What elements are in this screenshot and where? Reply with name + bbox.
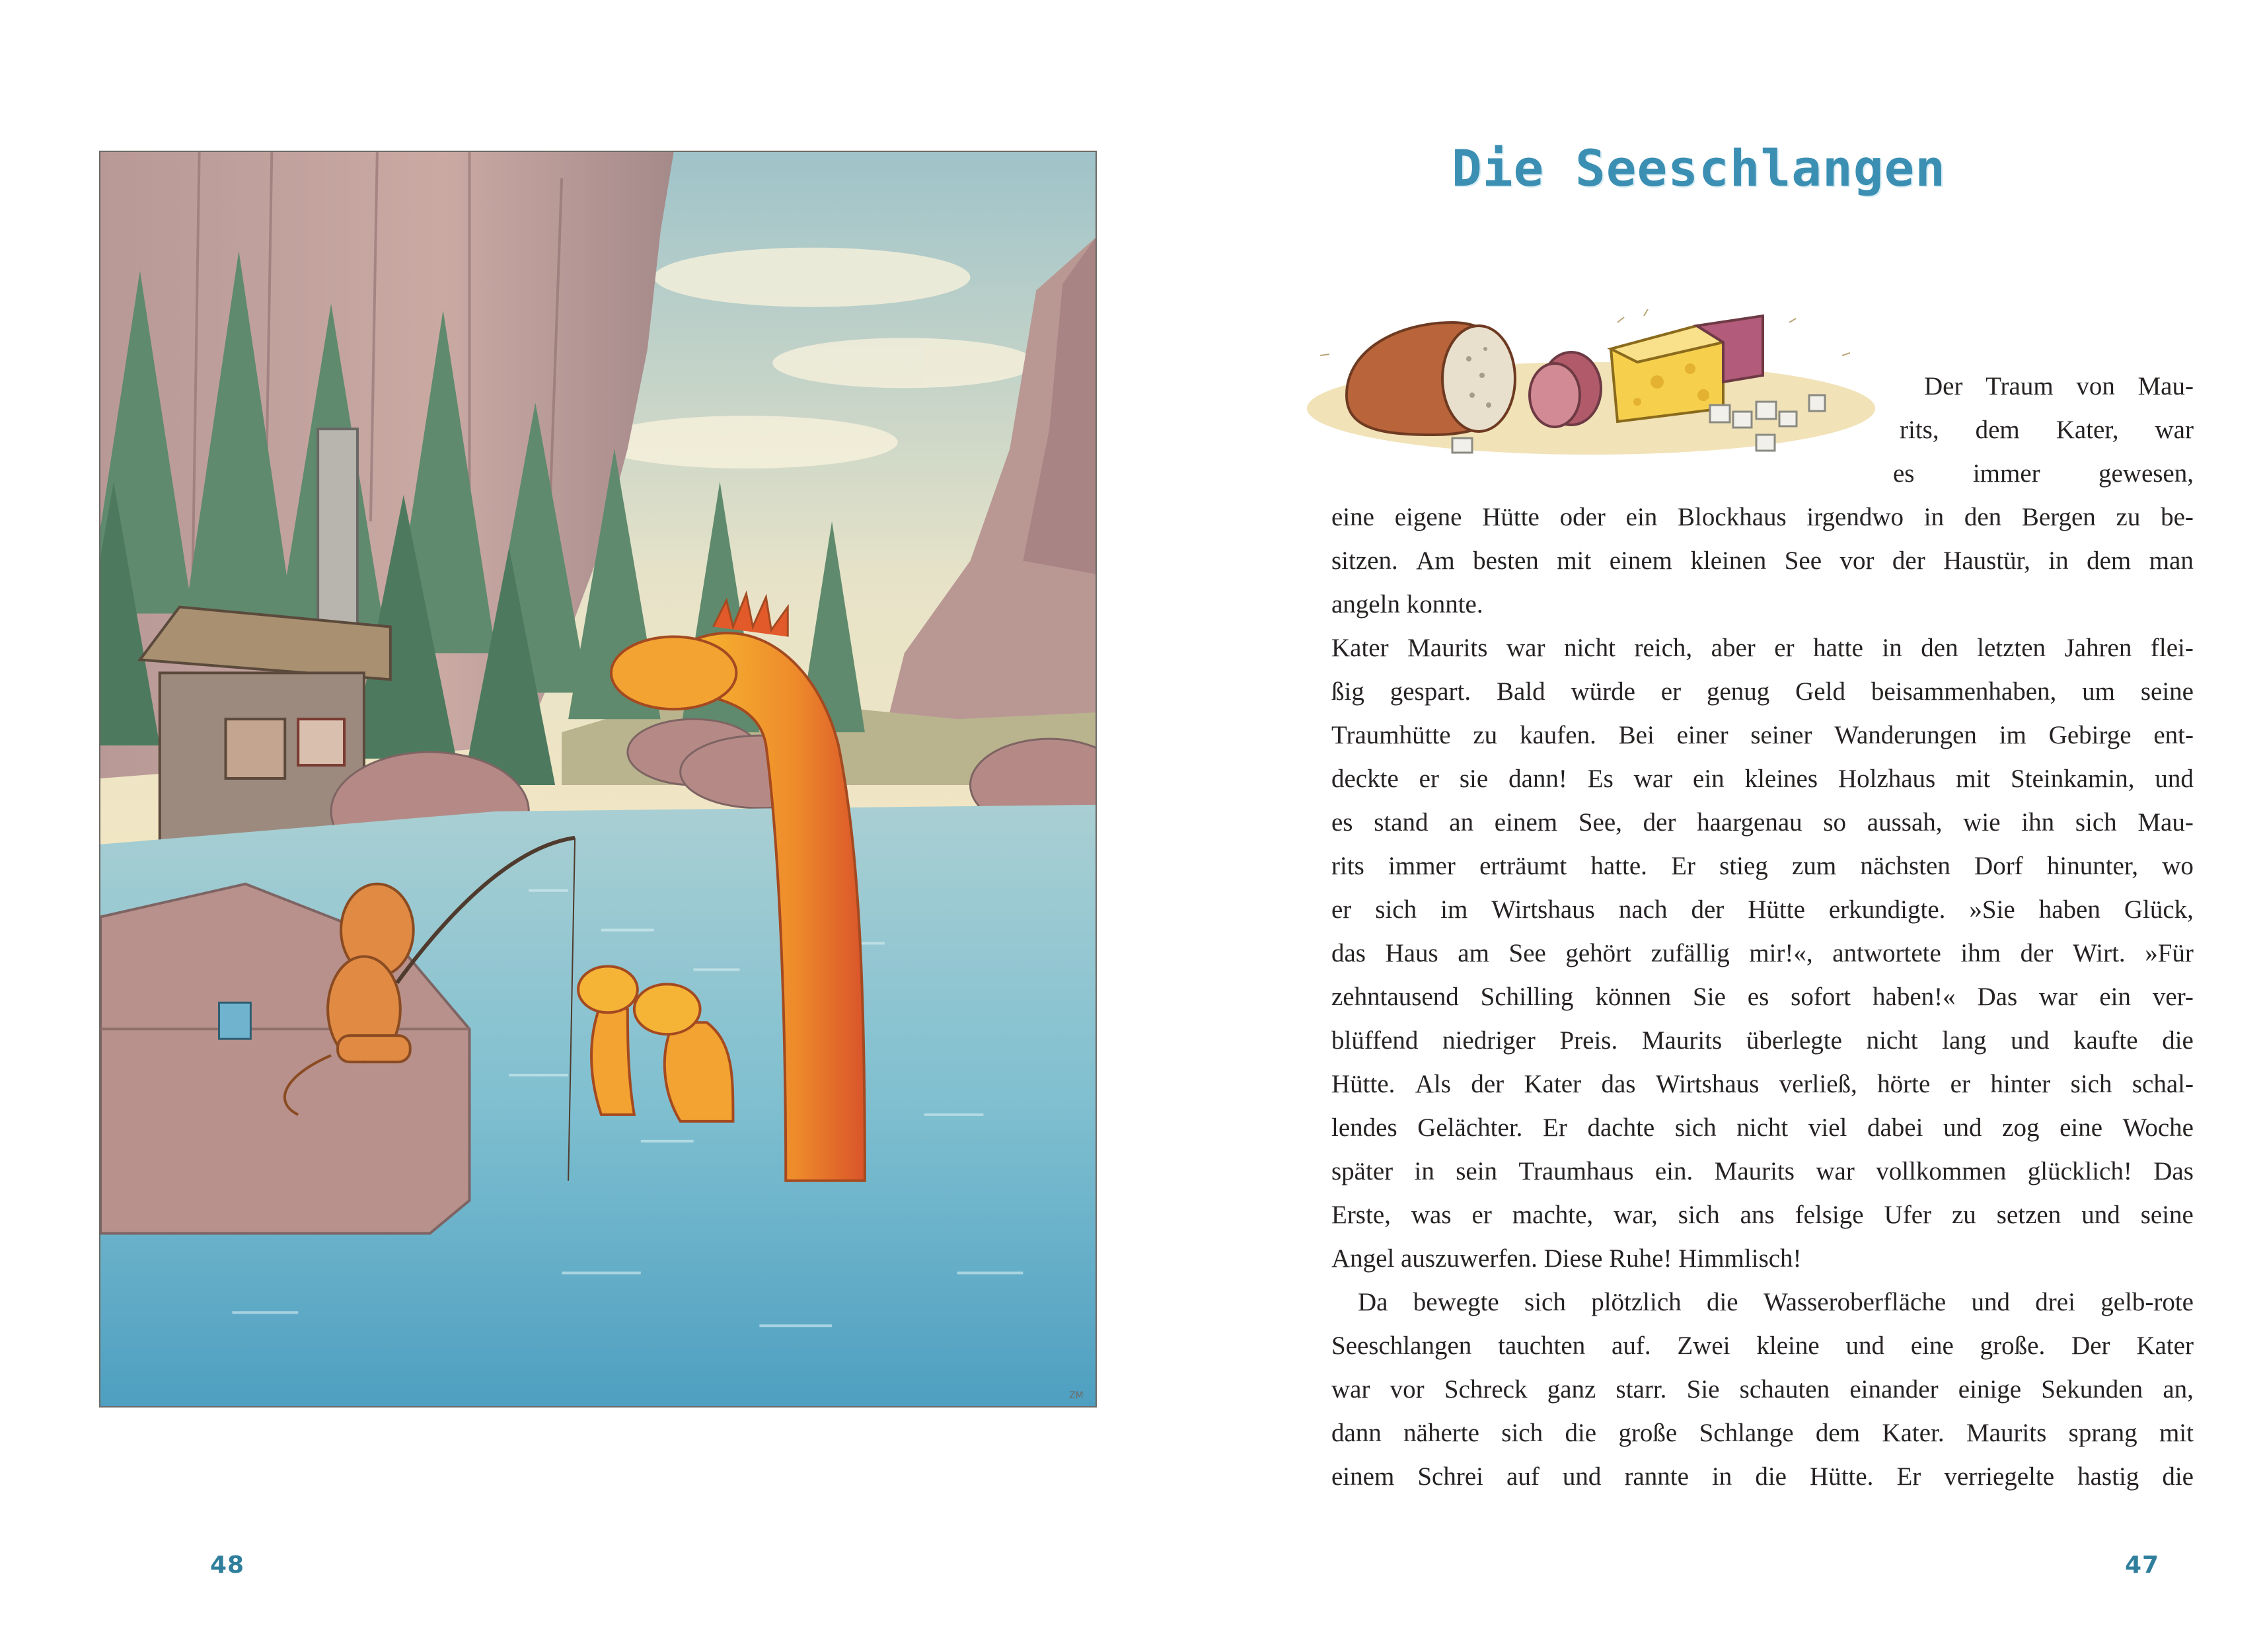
story-line: ßig gespart. Bald würde er genug Geld beisammenhaben, um seine (1331, 677, 2194, 706)
story-line: deckte er sie dann! Es war ein kleines Holzhaus mit Steinkamin, und (1331, 765, 2194, 793)
story-line: eine eigene Hütte oder ein Blockhaus irgendwo in den Bergen zu be- (1331, 503, 2194, 531)
bucket (219, 1002, 251, 1039)
story-line: das Haus am See gehört zufällig mir!«, antwortete ihm der Wirt. »Für (1331, 939, 2194, 967)
story-line: lendes Gelächter. Er dachte sich nicht viel dabei und zog eine Woche (1331, 1113, 2194, 1142)
story-text (1331, 365, 2194, 1499)
story-line: es immer gewesen, (1893, 459, 2194, 488)
illustration-scene (100, 152, 1095, 1406)
story-line: einem Schrei auf und rannte in die Hütte. Er verriegelte hastig die (1331, 1462, 2194, 1491)
story-line: rits immer erträumt hatte. Er stieg zum nächsten Dorf hinunter, wo (1331, 852, 2194, 880)
story-line: sitzen. Am besten mit einem kleinen See vor der Haustür, in dem man (1331, 546, 2194, 575)
story-line: zehntausend Schilling können Sie es sofort haben!« Das war ein ver- (1331, 983, 2194, 1011)
story-line: Erste, was er machte, war, sich ans felsige Ufer zu setzen und seine (1331, 1201, 2194, 1229)
story-line: angeln konnte. (1331, 590, 1483, 619)
story-line: Hütte. Als der Kater das Wirtshaus verließ, hörte er hinter sich schal- (1331, 1070, 2194, 1098)
chapter-title: Die Seeschlangen (1451, 139, 1947, 198)
story-line: war vor Schreck ganz starr. Sie schauten einander einige Sekunden an, (1331, 1375, 2194, 1404)
story-line: Da bewegte sich plötzlich die Wasseroberfläche und drei gelb-rote (1358, 1288, 2194, 1316)
story-line: blüffend niedriger Preis. Maurits überlegte nicht lang und kaufte die (1331, 1026, 2194, 1055)
story-line: rits, dem Kater, war (1900, 416, 2194, 444)
story-line: Seeschlangen tauchten auf. Zwei kleine und eine große. Der Kater (1331, 1332, 2194, 1360)
lake-illustration (99, 151, 1097, 1408)
left-page (0, 0, 1132, 1652)
story-line: später in sein Traumhaus ein. Maurits war vollkommen glücklich! Das (1331, 1157, 2194, 1185)
stone-chimney (318, 429, 357, 646)
page-number-right: 47 (2125, 1552, 2160, 1579)
story-line: Traumhütte zu kaufen. Bei einer seiner Wanderungen im Gebirge ent- (1331, 721, 2194, 749)
story-line: dann näherte sich die große Schlange dem Kater. Maurits sprang mit (1331, 1419, 2194, 1447)
page-number-left: 48 (210, 1552, 245, 1579)
story-line: Der Traum von Mau- (1924, 372, 2194, 400)
story-line: Kater Maurits war nicht reich, aber er hatte in den letzten Jahren flei- (1331, 634, 2194, 662)
story-line: er sich im Wirtshaus nach der Hütte erkundigte. »Sie haben Glück, (1331, 895, 2194, 924)
illustrator-signature: ZM (1069, 1390, 1084, 1402)
story-line: es stand an einem See, der haargenau so aussah, wie ihn sich Mau- (1331, 808, 2194, 837)
story-line: Angel auszuwerfen. Diese Ruhe! Himmlisch! (1331, 1244, 1802, 1273)
